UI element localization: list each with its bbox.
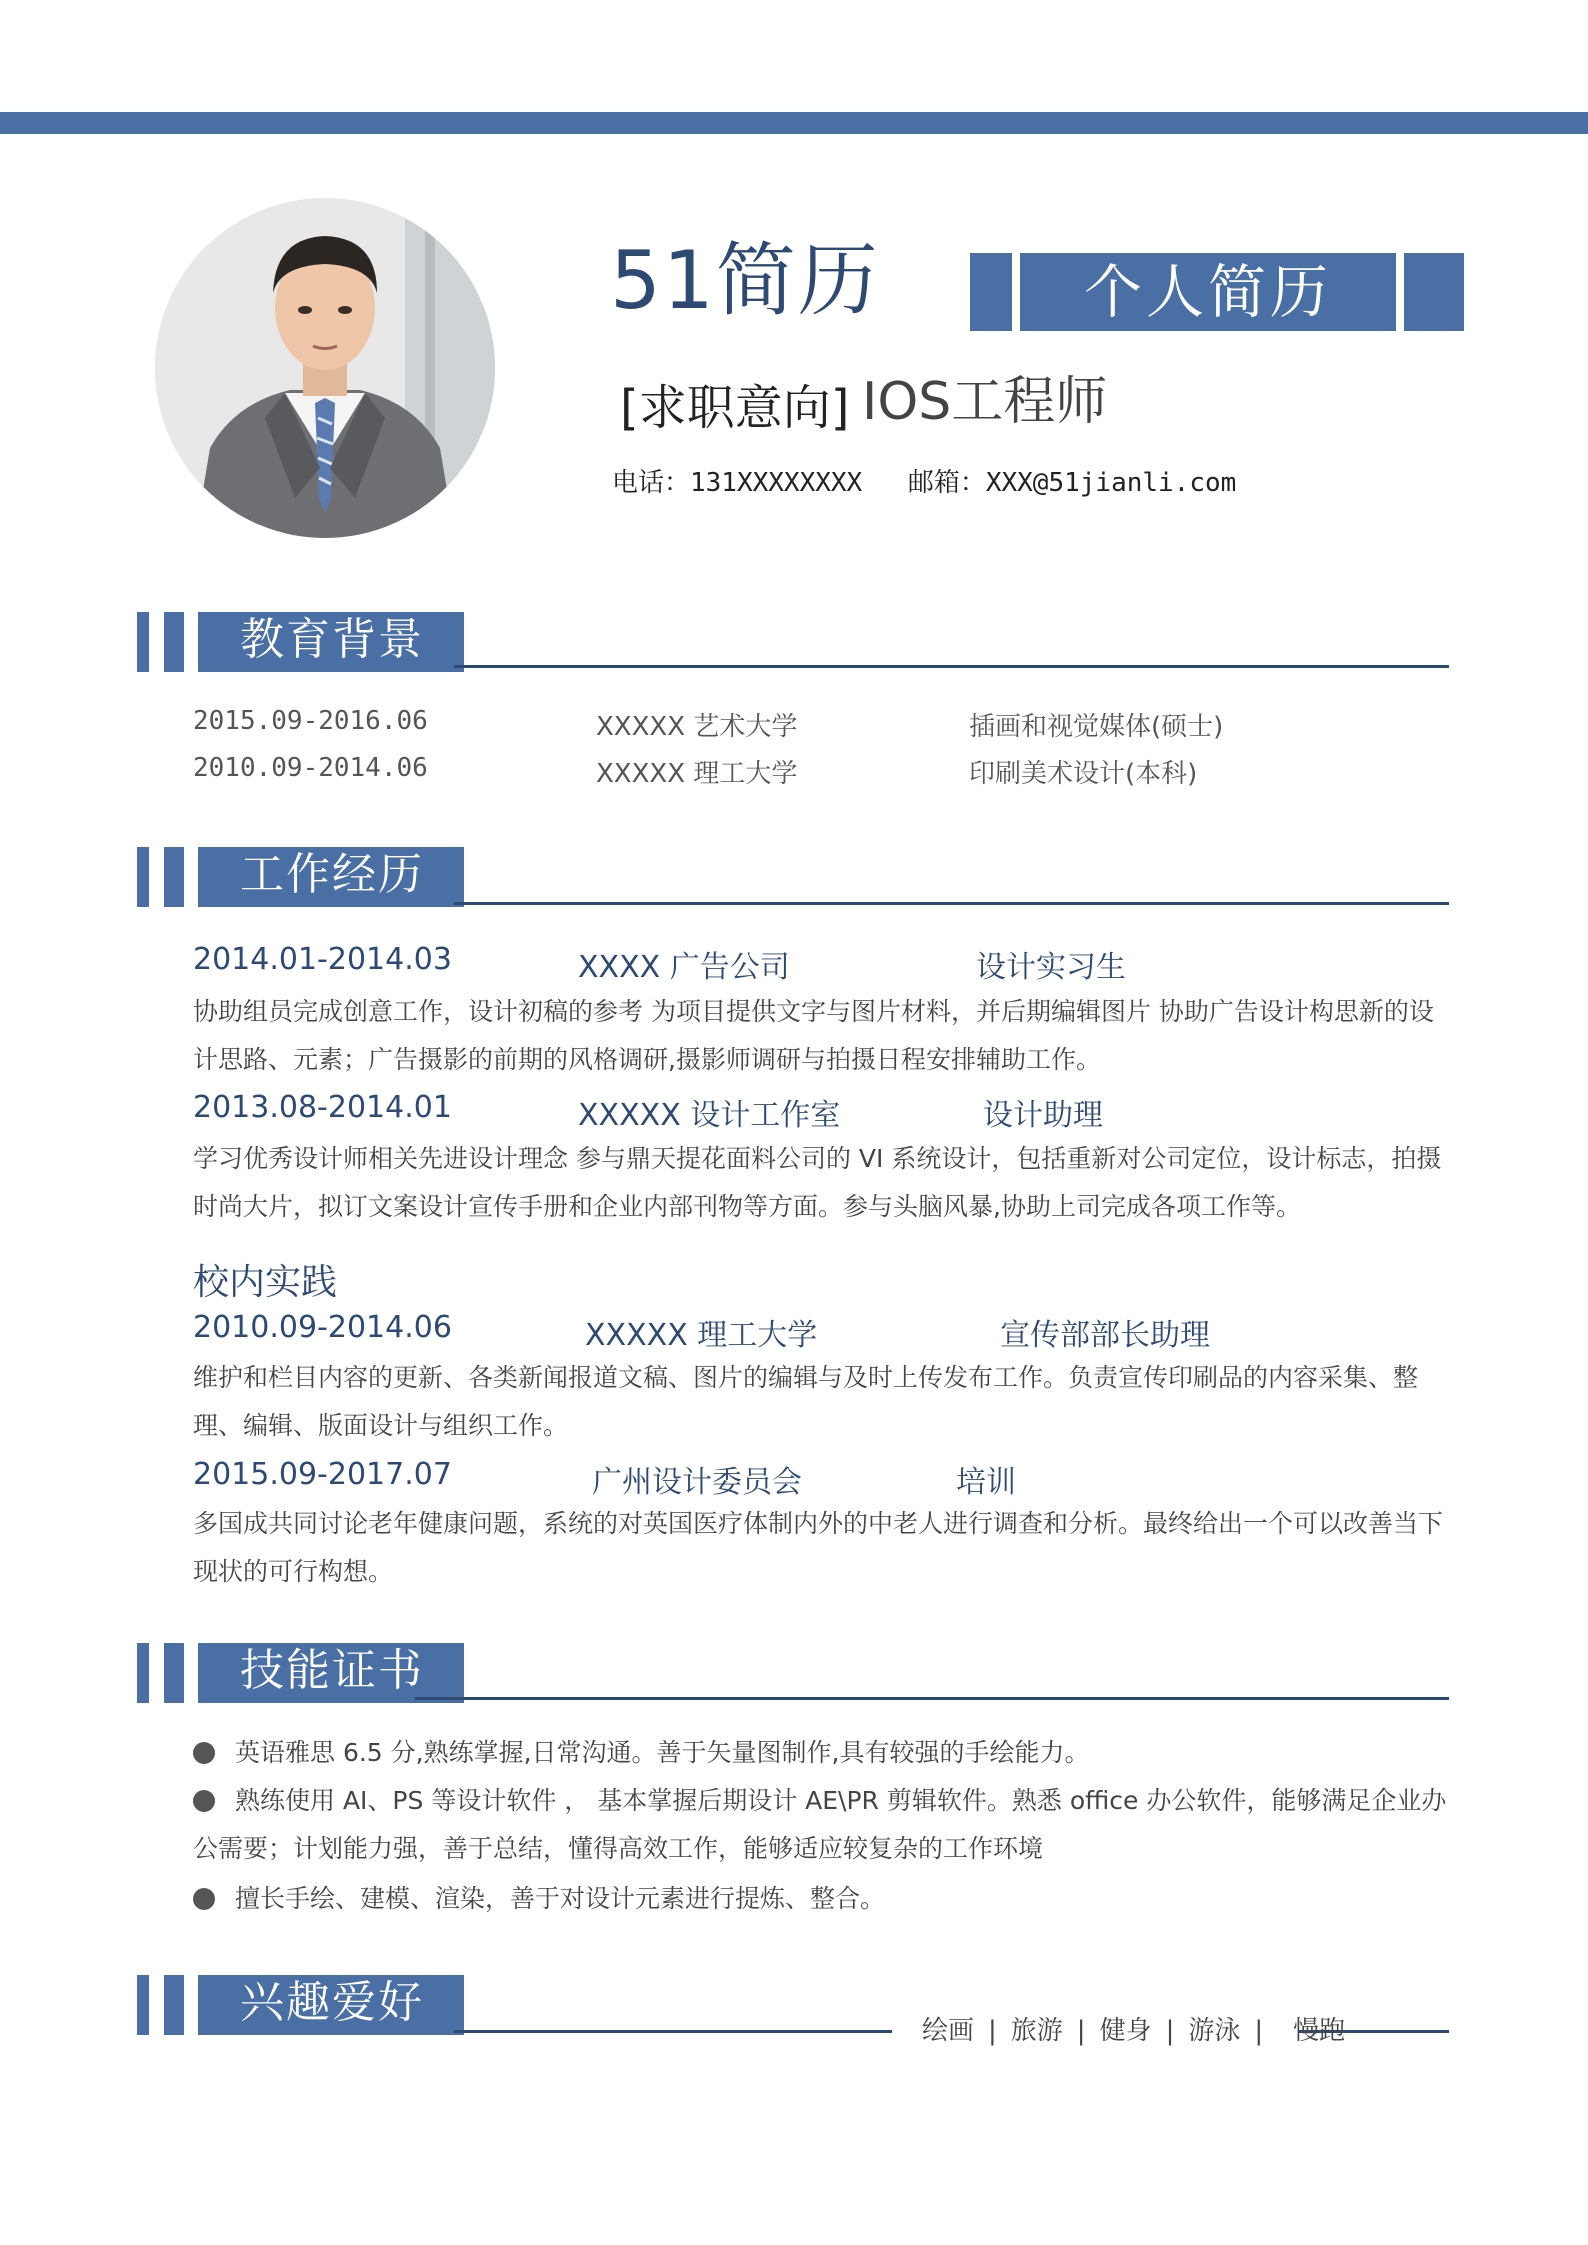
- section-deco-bar: [164, 612, 184, 672]
- resume-title: 个人简历: [1020, 253, 1396, 331]
- edu-school: XXXXX 艺术大学: [596, 712, 798, 742]
- section-deco-bar: [137, 847, 149, 907]
- campus-org: 广州设计委员会: [592, 1465, 802, 1500]
- person-portrait-icon: [155, 198, 495, 538]
- job-description: 协助组员完成创意工作，设计初稿的参考 为项目提供文字与图片材料，并后期编辑图片 协助广告设计构思新的设计思路、元素；广告摄影的前期的风格调研,摄影师调研与拍摄日程安排辅助工作。: [193, 997, 1434, 1074]
- edu-school: XXXXX 理工大学: [596, 759, 798, 789]
- section-title-skills: 技能证书: [198, 1643, 464, 1703]
- section-divider: [454, 902, 1449, 905]
- hobby-separator: |: [1254, 2016, 1264, 2046]
- edu-date: 2015.09-2016.06: [193, 706, 428, 736]
- job-company: XXXX 广告公司: [578, 950, 790, 985]
- section-deco-bar: [137, 1643, 149, 1703]
- campus-role: 培训: [956, 1465, 1016, 1500]
- campus-description: 多国成共同讨论老年健康问题，系统的对英国医疗体制内外的中老人进行调查和分析。最终给出一个可以改善当下现状的可行构想。: [193, 1509, 1444, 1586]
- hobby-item: 绘画: [922, 2016, 975, 2046]
- job-company: XXXXX 设计工作室: [578, 1098, 841, 1133]
- section-divider: [454, 2030, 892, 2033]
- campus-date: 2015.09-2017.07: [193, 1457, 452, 1492]
- campus-role: 宣传部部长助理: [1000, 1318, 1210, 1353]
- section-deco-bar: [137, 612, 149, 672]
- job-intent-value: IOS工程师: [862, 372, 1108, 432]
- hobby-separator: |: [1076, 2016, 1086, 2046]
- title-deco-right: [1404, 253, 1464, 331]
- edu-date: 2010.09-2014.06: [193, 753, 428, 783]
- section-divider: [415, 1697, 1449, 1700]
- job-date: 2014.01-2014.03: [193, 942, 452, 977]
- hobby-separator: |: [988, 2016, 997, 2046]
- email-text: 邮箱：XXX@51jianli.com: [907, 468, 1237, 498]
- section-title-education: 教育背景: [198, 612, 464, 672]
- skill-item: 熟练使用 AI、PS 等设计软件 ， 基本掌握后期设计 AE\PR 剪辑软件。熟悉 office 办公软件，能够满足企业办公需要；计划能力强，善于总结，懂得高效工作，能够适应较复杂的工作环境: [193, 1786, 1447, 1863]
- title-deco-left: [970, 253, 1012, 331]
- top-accent-bar: [0, 112, 1588, 134]
- campus-date: 2010.09-2014.06: [193, 1310, 452, 1345]
- hobby-item: 慢跑: [1293, 2016, 1346, 2046]
- brand-title: 51简历: [610, 234, 880, 327]
- campus-title: 校内实践: [193, 1262, 338, 1303]
- avatar-photo: [155, 198, 495, 538]
- bullet-icon: [193, 1888, 215, 1910]
- hobby-item: 旅游: [1010, 2016, 1063, 2046]
- section-title-work: 工作经历: [198, 847, 464, 907]
- hobby-list: [922, 2010, 1345, 2047]
- bullet-icon: [193, 1742, 215, 1764]
- hobby-item: 游泳: [1188, 2016, 1241, 2046]
- campus-description: 维护和栏目内容的更新、各类新闻报道文稿、图片的编辑与及时上传发布工作。负责宣传印刷品的内容采集、整理、编辑、版面设计与组织工作。: [193, 1363, 1419, 1440]
- job-role: 设计实习生: [976, 950, 1126, 985]
- section-divider: [454, 665, 1449, 668]
- edu-major: 插画和视觉媒体(硕士): [969, 712, 1224, 742]
- job-role: 设计助理: [983, 1098, 1103, 1133]
- job-intent-label: [求职意向]: [620, 380, 850, 436]
- section-title-hobbies: 兴趣爱好: [198, 1975, 464, 2035]
- skill-item: 英语雅思 6.5 分,熟练掌握,日常沟通。善于矢量图制作,具有较强的手绘能力。: [235, 1738, 1090, 1767]
- contact-info: [612, 462, 1266, 499]
- hobby-item: 健身: [1099, 2016, 1152, 2046]
- hobby-separator: |: [1165, 2016, 1175, 2046]
- job-description: 学习优秀设计师相关先进设计理念 参与鼎天提花面料公司的 VI 系统设计，包括重新对公司定位，设计标志，拍摄时尚大片，拟订文案设计宣传手册和企业内部刊物等方面。参与头脑风暴,协助上司完成各项工作等。: [193, 1144, 1442, 1221]
- section-deco-bar: [164, 1643, 184, 1703]
- section-deco-bar: [164, 847, 184, 907]
- skill-item: 擅长手绘、建模、渲染，善于对设计元素进行提炼、整合。: [235, 1884, 886, 1913]
- section-deco-bar: [164, 1975, 184, 2035]
- section-deco-bar: [137, 1975, 149, 2035]
- campus-org: XXXXX 理工大学: [585, 1318, 818, 1353]
- job-date: 2013.08-2014.01: [193, 1090, 452, 1125]
- edu-major: 印刷美术设计(本科): [969, 759, 1198, 789]
- phone-text: 电话：131XXXXXXXX: [612, 468, 863, 498]
